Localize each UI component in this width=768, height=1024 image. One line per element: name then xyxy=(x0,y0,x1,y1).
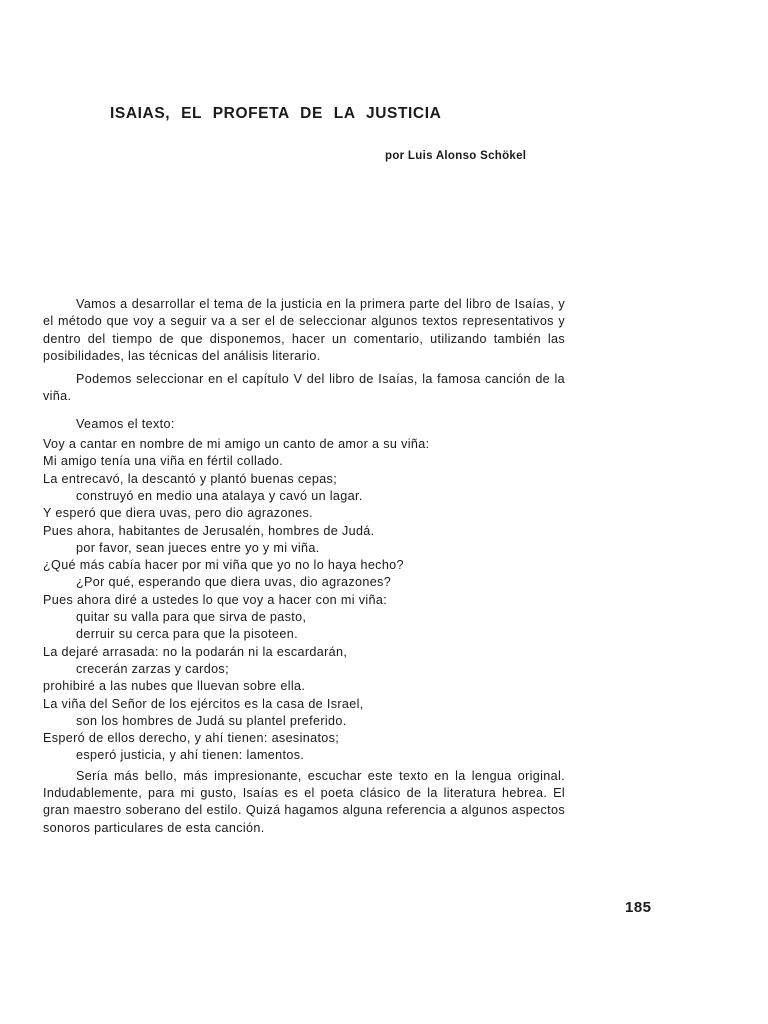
poem-line: crecerán zarzas y cardos; xyxy=(76,661,229,676)
poem-line: quitar su valla para que sirva de pasto, xyxy=(76,610,307,625)
poem-line: La dejaré arrasada: no la podarán ni la escardarán, xyxy=(43,644,348,659)
poem-line: prohibiré a las nubes que lluevan sobre ella. xyxy=(43,679,306,694)
poem-stanza xyxy=(43,505,565,540)
poem-line: esperó justicia, y ahí tienen: lamentos. xyxy=(76,748,305,763)
article-body xyxy=(43,296,565,837)
poem-stanza xyxy=(43,644,565,696)
paragraph-selection: Podemos seleccionar en el capítulo V del libro de Isaías, la famosa canción de la viña. xyxy=(43,372,565,404)
poem-line: La entrecavó, la descantó y plantó buenas cepas; xyxy=(43,471,338,486)
poem-line: La viña del Señor de los ejércitos es la casa de Israel, xyxy=(43,696,364,711)
poem-stanza xyxy=(43,574,565,591)
poem-line: por favor, sean jueces entre yo y mi viña. xyxy=(76,540,320,555)
poem-line: Pues ahora diré a ustedes lo que voy a hacer con mi viña: xyxy=(43,592,388,607)
poem-stanza xyxy=(43,471,565,506)
poem-line: Esperó de ellos derecho, y ahí tienen: asesinatos; xyxy=(43,731,340,746)
poem-line: Mi amigo tenía una viña en fértil collado. xyxy=(43,454,284,469)
page-number: 185 xyxy=(625,899,652,916)
poem-stanza xyxy=(43,696,565,731)
paragraph-intro: Vamos a desarrollar el tema de la justicia en la primera parte del libro de Isaías, y el método que voy a seguir va a ser el de seleccionar algunos textos representativos y dentro del tiempo de que disponemos, hacer un comentario, utilizando también las posibilidades, las técnicas del análisis literario. xyxy=(43,297,565,363)
poem-stanza xyxy=(43,540,565,575)
article-author: por Luis Alonso Schökel xyxy=(385,150,527,162)
poem-line: Y esperó que diera uvas, pero dio agrazones. xyxy=(43,506,314,521)
poem-stanza xyxy=(43,592,565,644)
poem-line: derruir su cerca para que la pisoteen. xyxy=(76,627,298,642)
poem-line: construyó en medio una atalaya y cavó un lagar. xyxy=(76,488,363,503)
paragraph-closing: Sería más bello, más impresionante, escuchar este texto en la lengua original. Indudablemente, para mi gusto, Isaías es el poeta clásico de la literatura hebrea. El gran maestro soberano del estilo. Quizá hagamos alguna referencia a algunos aspectos sonoros particulares de esta canción. xyxy=(43,768,565,835)
paragraph-lead-in: Veamos el texto: xyxy=(76,416,175,431)
poem-stanza xyxy=(43,436,565,471)
poem-line: son los hombres de Judá su plantel preferido. xyxy=(76,713,347,728)
poem-line: Pues ahora, habitantes de Jerusalén, hombres de Judá. xyxy=(43,523,375,538)
poem-line: ¿Por qué, esperando que diera uvas, dio agrazones? xyxy=(76,575,392,590)
poem-line: Voy a cantar en nombre de mi amigo un canto de amor a su viña: xyxy=(43,437,430,452)
poem-stanza xyxy=(43,730,565,765)
article-title: ISAIAS, EL PROFETA DE LA JUSTICIA xyxy=(110,105,442,122)
poem-line: ¿Qué más cabía hacer por mi viña que yo no lo haya hecho? xyxy=(43,558,404,573)
